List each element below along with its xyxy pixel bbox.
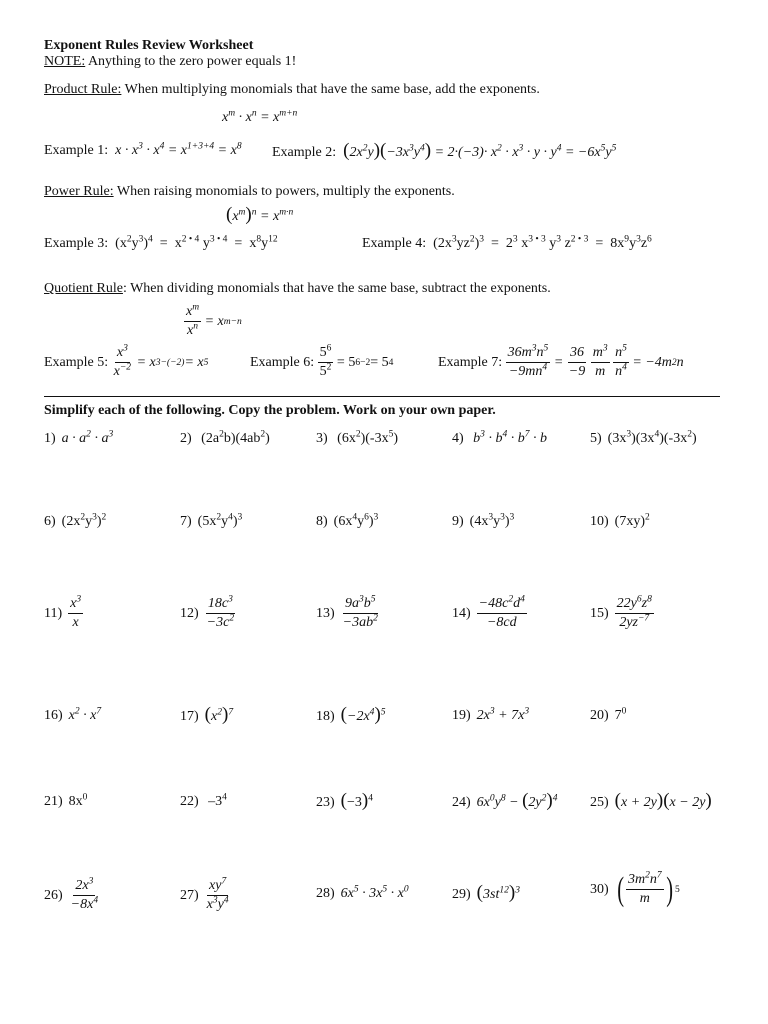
- problem-17: 17) $(x^2)^7$: [180, 704, 234, 725]
- note-line: [44, 54, 296, 70]
- example-1: Example 1: $x \cdot x^3 \cdot x^4 = x^{1+3+4} = x^8$: [44, 141, 242, 158]
- problem-11: 11) $\frac{x^3}{x}$: [44, 594, 82, 631]
- problem-20: 20) $7^0$: [590, 706, 627, 723]
- problem-9: 9) $(4x^3y^3)^3$: [452, 512, 515, 529]
- problem-24: 24) $6x^0y^8 - (2y^2)^4$: [452, 790, 558, 811]
- power-rule-line: [44, 184, 455, 200]
- problem-30: 30) ( $\frac{3m^2n^7}{m}$ ) 5: [590, 870, 680, 908]
- note-label: NOTE:: [44, 54, 86, 69]
- product-rule-label: Product Rule:: [44, 82, 122, 97]
- example-5-label: Example 5:: [44, 354, 109, 370]
- problem-4: 4) $b^3 \cdot b^4 \cdot b^7 \cdot b$: [452, 429, 547, 446]
- quotient-rule-label: Quotient Rule: [44, 281, 123, 296]
- problem-3: 3) $(6x^2)(-3x^5)$: [316, 429, 399, 446]
- product-rule-line: [44, 82, 540, 98]
- example-6-label: Example 6:: [250, 354, 315, 370]
- product-rule-formula: $x^m \cdot x^n = x^{m+n}$: [222, 108, 298, 125]
- problem-2: 2) $(2a^2b)(4ab^2)$: [180, 429, 270, 446]
- problem-29: 29) $(3st^{12})^3$: [452, 882, 520, 903]
- problem-7: 7) $(5x^2y^4)^3$: [180, 512, 243, 529]
- product-rule-text: When multiplying monomials that have the same base, add the exponents.: [121, 82, 540, 97]
- problem-14: 14) $\frac{-48c^2d^4}{-8cd}$: [452, 594, 525, 631]
- problem-25: 25) (x + 2y)(x − 2y): [590, 790, 712, 811]
- example-7: Example 7: $\frac{36m^3n^5}{-9mn^4}$ = $\frac{36}{-9}$ $\frac{m^3}{m}$ $\frac{n^5}{n^4}$ = −4m 2 n: [438, 343, 684, 380]
- quotient-rule-formula: $\frac{x^m}{x^n}$ = x m−n: [186, 302, 242, 339]
- quotient-rule-text: : When dividing monomials that have the same base, subtract the exponents.: [122, 281, 551, 296]
- problem-23: 23) $(-3)^4$: [316, 790, 373, 811]
- example-4: Example 4: $(2x^3yz^2)^3 = 2^3$ $x^{3 • 3}$ $y^3$ $z^{2 • 3} = 8x^9y^3z^6$: [362, 234, 652, 251]
- problem-26: 26) $\frac{2x^3}{-8x^4}$: [44, 876, 99, 913]
- problem-15: 15) $\frac{22y^6z^8}{2yz^{-7}}$: [590, 594, 652, 631]
- problem-6: 6) $(2x^2y^3)^2$: [44, 512, 107, 529]
- quotient-rule-line: [44, 281, 551, 297]
- problem-10: 10) $(7xy)^2$: [590, 512, 650, 529]
- note-text: Anything to the zero power equals 1!: [85, 54, 297, 69]
- example-1-label: Example 1:: [44, 143, 109, 158]
- example-5: Example 5: $\frac{x^3}{x^{-2}}$ = x 3−(−2) = x 5: [44, 343, 209, 380]
- problem-1: 1) $a \cdot a^2 \cdot a^3$: [44, 429, 114, 446]
- problem-18: 18) $(-2x^4)^5$: [316, 704, 386, 725]
- page-title: Exponent Rules Review Worksheet: [44, 38, 254, 53]
- problem-13: 13) $\frac{9a^3b^5}{-3ab^2}$: [316, 594, 378, 631]
- problem-21: 21) $8x^0$: [44, 792, 88, 809]
- example-2: Example 2: $(2x^2y)(-3x^3y^4) = 2\cdot(-3)\cdot x^2 \cdot x^3 \cdot y \cdot y^4 = -6x^5y^5$: [272, 140, 617, 161]
- problem-19: 19) $2x^3 + 7x^3$: [452, 706, 530, 723]
- example-3: Example 3: $(x^2y^3)^4 = x^{2 • 4}$ $y^{3 • 4} = x^8y^{12}$: [44, 234, 278, 251]
- power-rule-label: Power Rule:: [44, 184, 114, 199]
- instructions: Simplify each of the following. Copy the problem. Work on your own paper.: [44, 403, 496, 418]
- problem-5: 5) $(3x^3)(3x^4)(-3x^2)$: [590, 429, 697, 446]
- problem-28: 28) $6x^5 \cdot 3x^5 \cdot x^0$: [316, 884, 409, 901]
- power-rule-text: When raising monomials to powers, multiply the exponents.: [113, 184, 455, 199]
- section-divider: [44, 396, 720, 397]
- problem-12: 12) $\frac{18c^3}{-3c^2}$: [180, 594, 235, 631]
- example-4-label: Example 4:: [362, 236, 427, 251]
- example-6: Example 6: $\frac{5^6}{5^2}$ = 5 6−2 = 5 4: [250, 343, 394, 380]
- problem-22: 22) $-3^4$: [180, 792, 227, 809]
- power-rule-formula: $(x^m)^n = x^{m\cdot n}$: [226, 204, 294, 225]
- example-3-label: Example 3:: [44, 236, 109, 251]
- problem-16: 16) $x^2 \cdot x^7$: [44, 706, 102, 723]
- example-7-label: Example 7:: [438, 354, 503, 370]
- example-2-label: Example 2:: [272, 145, 337, 160]
- problem-8: 8) $(6x^4y^6)^3$: [316, 512, 379, 529]
- problem-27: 27) $\frac{xy^7}{x^3y^4}$: [180, 876, 229, 913]
